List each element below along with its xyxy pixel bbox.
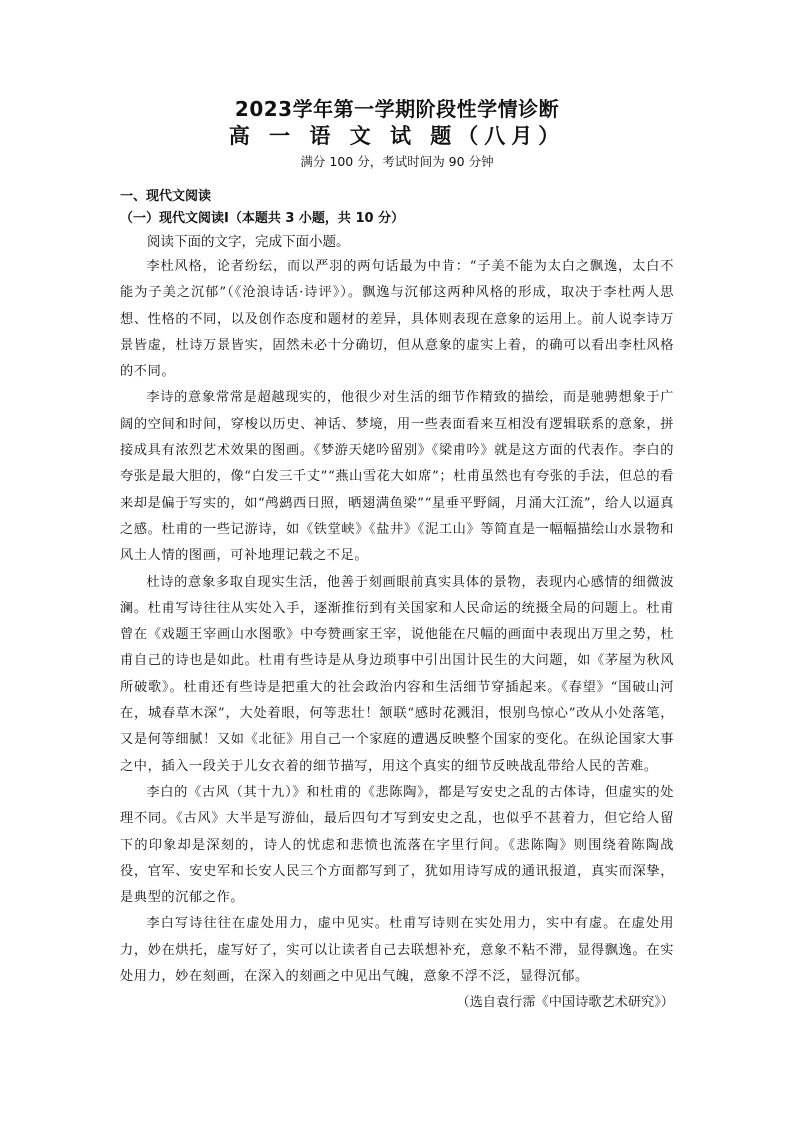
passage-paragraph-5: 李白写诗往往在虚处用力，虚中见实。杜甫写诗则在实处用力，实中有虚。在虚处用力，妙在烘托，虚写好了，实可以让读者自己去联想补充，意象不粘不滞，显得飘逸。在实处用力，妙在刻画，在深入的刻画之中见出气魄，意象不浮不泛，显得沉郁。 — [120, 916, 674, 985]
passage-source: （选自袁行霈《中国诗歌艺术研究》） — [456, 995, 674, 1011]
section-heading: 一、现代文阅读 — [120, 189, 212, 204]
exam-title: 2023学年第一学期阶段性学情诊断 — [234, 97, 560, 121]
passage-paragraph-3: 杜诗的意象多取自现实生活，他善于刻画眼前真实具体的景物，表现内心感情的细微波澜。杜甫写诗往往从实处入手，逐渐推衍到有关国家和人民命运的统摄全局的问题上。杜甫曾在《戏题王宰画山水图歌》中夸赞画家王宰，说他能在尺幅的画面中表现出万里之势，杜甫自己的诗也是如此。杜甫有些诗是从身边琐事中引出国计民生的大问题，如《茅屋为秋风所破歌》。杜甫还有些诗是把重大的社会政治内容和生活细节穿插起来。《春望》“国破山河在，城春草木深”，大处着眼，何等悲壮！颔联“感时花溅泪，恨别鸟惊心”改从小处落笔，又是何等细腻！又如《北征》用自己一个家庭的遭遇反映整个国家的变化。在纵论国家大事之中，插入一段关于儿女衣着的细节描写，用这个真实的细节反映战乱带给人民的苦难。 — [120, 574, 674, 774]
passage-paragraph-1: 李杜风格，论者纷纭，而以严羽的两句话最为中肯：“子美不能为太白之飘逸，太白不能为子美之沉郁”（《沧浪诗话·诗评》）。飘逸与沉郁这两种风格的形成，取决于李杜两人思想、性格的不同，以及创作态度和题材的差异，具体则表现在意象的运用上。前人说李诗万景皆虚，杜诗万景皆实，固然未必十分确切，但从意象的虚实上着，的确可以看出李杜风格的不同。 — [120, 259, 674, 380]
reading-instruction: 阅读下面的文字，完成下面小题。 — [147, 234, 350, 250]
passage-paragraph-4: 李白的《古风（其十九）》和杜甫的《悲陈陶》，都是写安史之乱的古体诗，但虚实的处理不同。《古风》大半是写游仙，最后四句才写到安史之乱，也似乎不甚着力，但它给人留下的印象却是深刻的，诗人的忧虑和悲愤也流落在字里行间。《悲陈陶》则围绕着陈陶战役，官军、安史军和长安人民三个方面都写到了，犹如用诗写成的通讯报道，真实而深挚，是典型的沉郁之作。 — [120, 784, 674, 906]
exam-info: 满分 100 分，考试时间为 90 分钟 — [300, 154, 494, 169]
exam-subtitle: 高 一 语 文 试 题（八月） — [228, 124, 566, 148]
passage-paragraph-2: 李诗的意象常常是超越现实的，他很少对生活的细节作精致的描绘，而是驰骋想象于广阔的空间和时间，穿梭以历史、神话、梦境，用一些表面看来互相没有逻辑联系的意象，拼接成具有浓烈艺术效果的图画。《梦游天姥吟留别》《梁甫吟》就是这方面的代表作。李白的夸张是最大胆的，像“白发三千丈”“燕山雪花大如席”；杜甫虽然也有夸张的手法，但总的看来却是偏于写实的，如“鸬鹚西日照，晒翅满鱼梁”“星垂平野阔，月涌大江流”，给人以逼真之感。杜甫的一些记游诗，如《铁堂峡》《盐井》《泥工山》等简直是一幅幅描绘山水景物和风土人情的图画，可补地理记载之不足。 — [120, 390, 674, 564]
reading-passage — [120, 254, 674, 990]
subsection-heading: （一）现代文阅读Ⅰ（本题共 3 小题，共 10 分） — [120, 211, 405, 226]
